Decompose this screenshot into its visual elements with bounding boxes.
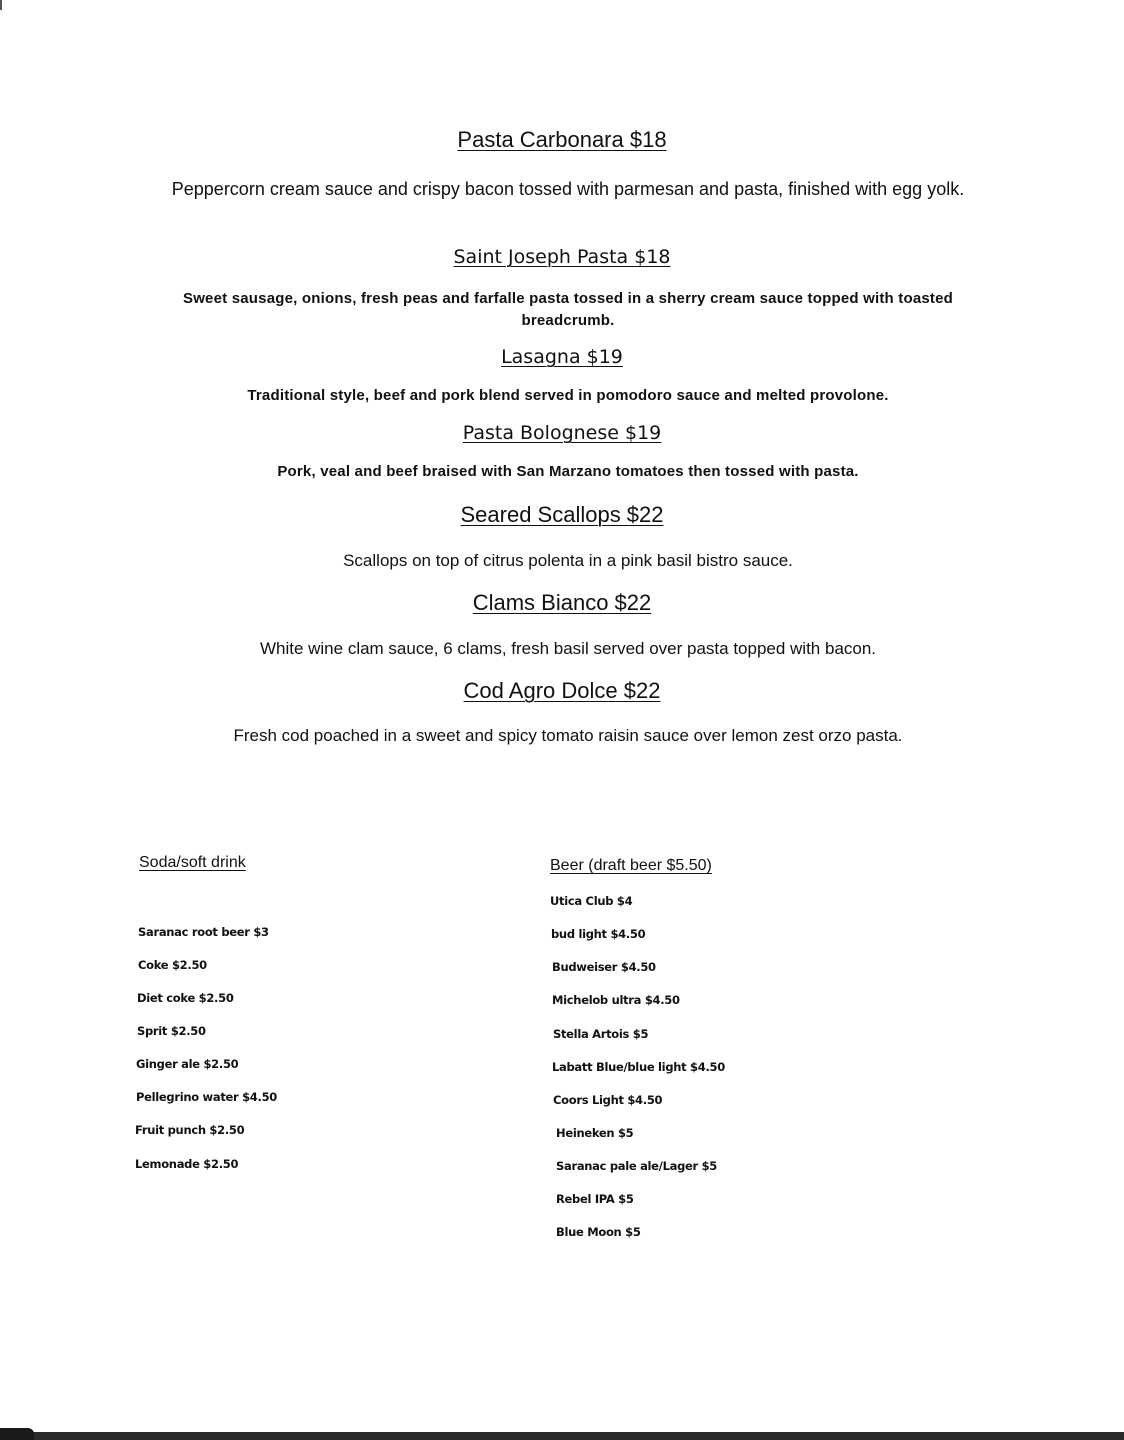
beer-item: Rebel IPA $5: [556, 1192, 634, 1206]
beer-item: Budweiser $4.50: [552, 960, 656, 974]
menu-item-description: Traditional style, beef and pork blend served in pomodoro sauce and melted provolone.: [247, 387, 889, 404]
menu-item-description: Pork, veal and beef braised with San Marzano tomatoes then tossed with pasta.: [277, 463, 859, 480]
beer-item: Coors Light $4.50: [553, 1093, 663, 1107]
scan-edge-mark: [0, 1428, 34, 1440]
soda-item: Diet coke $2.50: [137, 991, 234, 1005]
menu-item-title: Saint Joseph Pasta $18: [453, 246, 671, 268]
beer-item: Blue Moon $5: [556, 1225, 641, 1239]
soda-item: Lemonade $2.50: [135, 1157, 239, 1171]
menu-item-title: Pasta Carbonara $18: [457, 127, 667, 152]
menu-item-title: Seared Scallops $22: [460, 502, 664, 527]
soda-item: Ginger ale $2.50: [136, 1057, 239, 1071]
scan-corner-mark: [0, 0, 2, 10]
menu-item-description: Sweet sausage, onions, fresh peas and farfalle pasta tossed in a sherry cream sauce topped with toasted breadcrumb.: [182, 290, 953, 329]
soda-item: Sprit $2.50: [137, 1024, 206, 1038]
menu-item-description: White wine clam sauce, 6 clams, fresh basil served over pasta topped with bacon.: [259, 639, 877, 658]
soda-item: Fruit punch $2.50: [135, 1123, 245, 1137]
soda-heading: Soda/soft drink: [139, 854, 246, 871]
beer-item: Heineken $5: [556, 1126, 634, 1140]
menu-item-description: Scallops on top of citrus polenta in a pink basil bistro sauce.: [343, 551, 793, 570]
beer-item: Saranac pale ale/Lager $5: [556, 1159, 717, 1173]
soda-item: Coke $2.50: [138, 958, 207, 972]
menu-item-title: Clams Bianco $22: [472, 590, 652, 615]
beer-item: bud light $4.50: [551, 927, 646, 941]
beer-item: Michelob ultra $4.50: [552, 993, 680, 1007]
soda-item: Pellegrino water $4.50: [136, 1090, 277, 1104]
beer-heading: Beer (draft beer $5.50): [550, 857, 712, 874]
menu-item-description: Peppercorn cream sauce and crispy bacon tossed with parmesan and pasta, finished with egg yolk.: [171, 179, 965, 199]
menu-item-title: Cod Agro Dolce $22: [463, 678, 661, 703]
soda-item: Saranac root beer $3: [138, 925, 269, 939]
beer-item: Stella Artois $5: [553, 1027, 649, 1041]
scan-bottom-edge: [0, 1432, 1124, 1440]
menu-item-title: Pasta Bolognese $19: [462, 422, 662, 444]
menu-item-description: Fresh cod poached in a sweet and spicy tomato raisin sauce over lemon zest orzo pasta.: [233, 726, 903, 745]
beer-item: Utica Club $4: [550, 894, 633, 908]
menu-item-title: Lasagna $19: [501, 346, 623, 368]
beer-item: Labatt Blue/blue light $4.50: [552, 1060, 725, 1074]
